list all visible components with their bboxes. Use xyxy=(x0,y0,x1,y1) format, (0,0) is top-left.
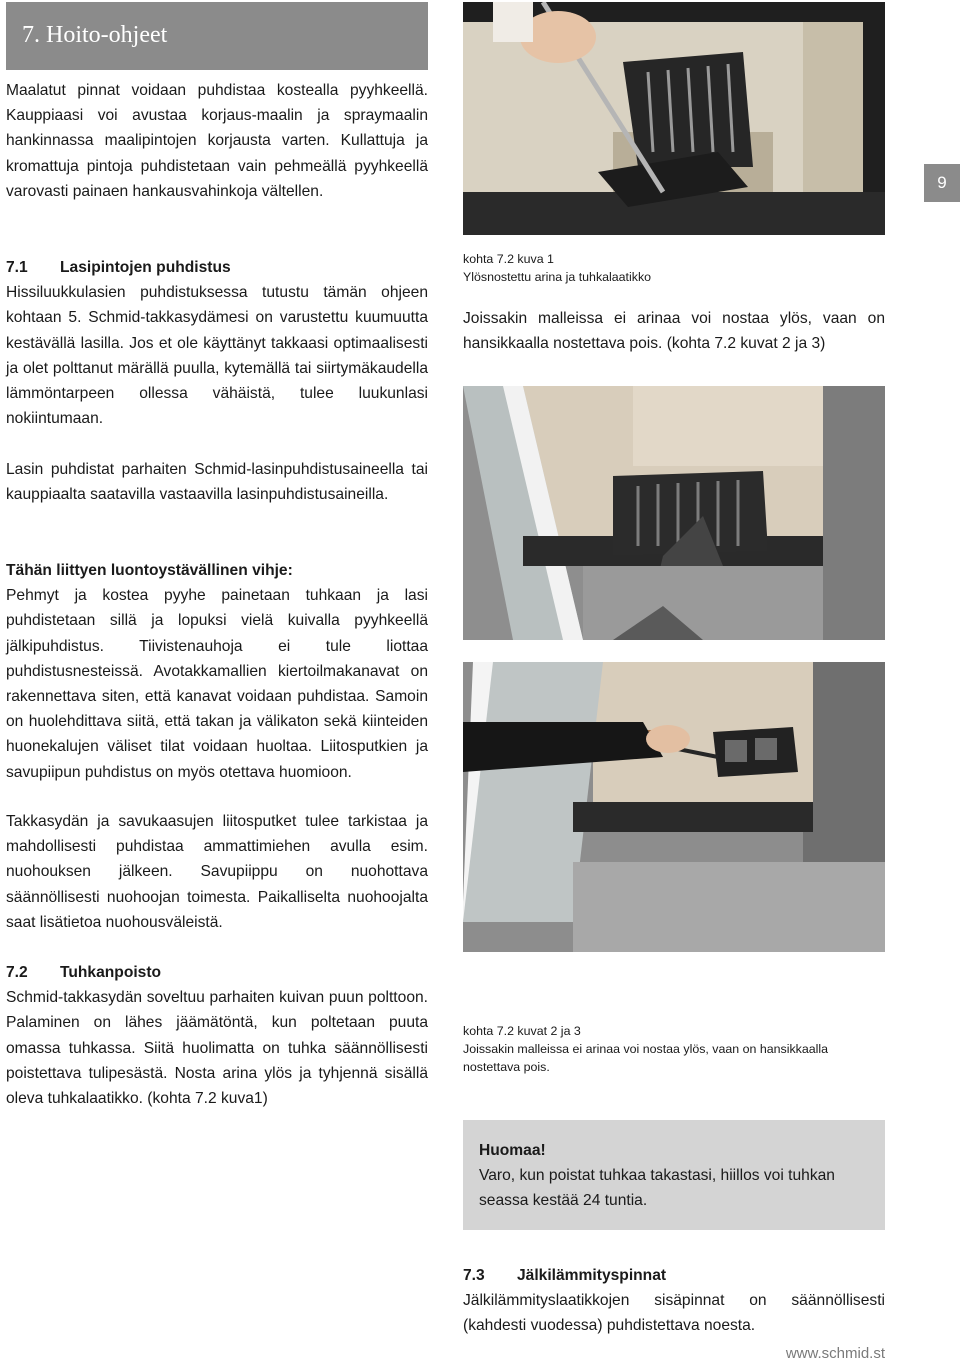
photo-grate-glove xyxy=(463,386,885,640)
caption-1 xyxy=(463,250,885,286)
photo-grate-lifted xyxy=(463,2,885,235)
caption-2-3 xyxy=(463,1022,885,1076)
eco-tip-body: Pehmyt ja kostea pyyhe painetaan tuhkaan ja lasi puhdistetaan sillä ja lopuksi vielä kuivalla pyyhkeellä jälkipuhdistus. Tiivistenauhoja ei tule liottaa puhdistusnesteissä. Avotakkamallien kiertoilmakanavat on rakennettava siten, että kanavat voidaan puhdistaa. Samoin on huolehdittava siitä, että takan ja välikaton sekä kiinteiden huonekalujen väliset tilat voidaan huoltaa. Liitosputkien ja savupiipun puhdistus on myös otettava huomioon. xyxy=(6,587,428,781)
chapter-header xyxy=(6,2,428,70)
section-7-2 xyxy=(6,960,428,1111)
section-number: 7.2 xyxy=(6,964,28,981)
section-body: Jälkilämmityslaatikkojen sisäpinnat on säännöllisesti (kahdesti vuodessa) puhdistettava noesta. xyxy=(463,1292,885,1335)
section-7-3 xyxy=(463,1263,885,1339)
section-title: Jälkilämmityspinnat xyxy=(517,1267,667,1284)
section-heading xyxy=(6,255,428,280)
section-body: Hissiluukkulasien puhdistuksessa tutustu tämän ohjeen kohtaan 5. Schmid-takkasydämesi on varustettu kuumuutta kestävällä lasilla. Jos et ole käyttänyt takkaasi optimaalisesti ja olet polttanut märällä puulla, kytemällä tai siirtymäkaudella lämmöntarpeen ollessa vähäistä, tulee luukunlasi nokiintumaan. xyxy=(6,284,428,428)
footer-url[interactable]: www.schmid.st xyxy=(785,1345,885,1362)
glass-cleaner-paragraph: Lasin puhdistat parhaiten Schmid-lasinpuhdistusaineella tai kauppiaalta saatavilla vastaavilla lasinpuhdistusaineilla. xyxy=(6,461,428,504)
eco-tip xyxy=(6,558,428,785)
photo-ash-box xyxy=(463,662,885,952)
section-heading xyxy=(6,960,428,985)
right-note-paragraph: Joissakin malleissa ei arinaa voi nostaa ylös, vaan on hansikkaalla nostettava pois. (kohta 7.2 kuvat 2 ja 3) xyxy=(463,310,885,353)
caption-ref: kohta 7.2 kuva 1 xyxy=(463,252,554,266)
section-body: Schmid-takkasydän soveltuu parhaiten kuivan puun polttoon. Palaminen on lähes jäämätöntä, kun poltetaan puuta omassa tuhkassa. Siitä huolimatta on tuhka säännöllisesti poistettava tulipesästä. Nosta arina ylös ja tyhjennä sisällä oleva tuhkalaatikko. (kohta 7.2 kuva1) xyxy=(6,989,428,1108)
section-number: 7.3 xyxy=(463,1267,485,1284)
page-number-tab: 9 xyxy=(924,164,960,202)
chapter-title: 7. Hoito-ohjeet xyxy=(22,22,168,48)
warning-title: Huomaa! xyxy=(479,1142,546,1159)
caption-text: Joissakin malleissa ei arinaa voi nostaa ylös, vaan on hansikkaalla nostettava pois. xyxy=(463,1042,829,1074)
section-number: 7.1 xyxy=(6,259,28,276)
section-title: Tuhkanpoisto xyxy=(60,964,162,981)
eco-tip-title: Tähän liittyen luontoystävällinen vihje: xyxy=(6,562,293,579)
caption-text: Ylösnostettu arina ja tuhkalaatikko xyxy=(463,270,652,284)
warning-box xyxy=(463,1120,885,1230)
section-heading xyxy=(463,1263,885,1288)
section-title: Lasipintojen puhdistus xyxy=(60,259,231,276)
intro-paragraph: Maalatut pinnat voidaan puhdistaa kostealla pyyhkeellä. Kauppiaasi voi avustaa korjaus-maalin ja spraymaalin hankinnassa maalipintojen korjausta varten. Kullattuja ja kromattuja pintoja puhdistetaan vain pehmeällä pyyhkeellä varovasti painaen hankausvahinkoja vältellen. xyxy=(6,82,428,200)
caption-ref: kohta 7.2 kuvat 2 ja 3 xyxy=(463,1024,581,1038)
section-7-1 xyxy=(6,255,428,431)
warning-body: Varo, kun poistat tuhkaa takastasi, hiillos voi tuhkan seassa kestää 24 tuntia. xyxy=(479,1167,835,1210)
chimney-paragraph: Takkasydän ja savukaasujen liitosputket tulee tarkistaa ja mahdollisesti puhdistaa ammattimiehen avulla esim. nuohouksen jälkeen. Savupiippu on nuohottava säännöllisesti nuohoojan toimesta. Paikalliselta nuohoojalta saat lisätietoa nuohousväleistä. xyxy=(6,813,428,931)
